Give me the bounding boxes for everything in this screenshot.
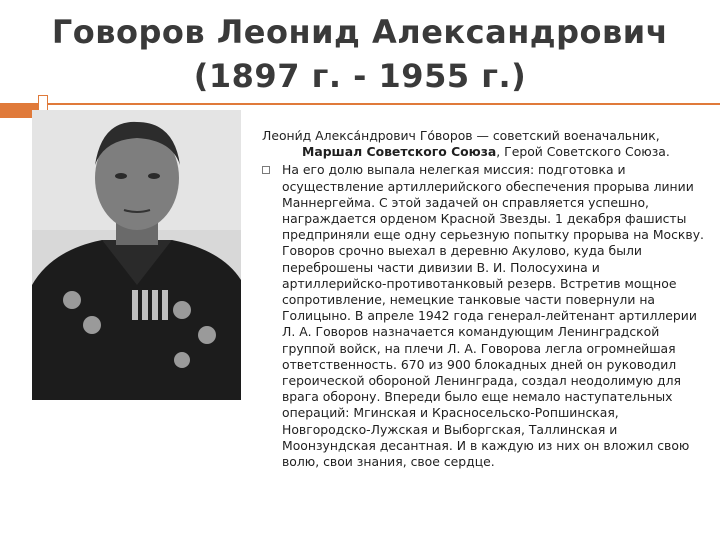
rank-text: Маршал Советского Союза: [302, 144, 497, 160]
portrait-photo: [32, 110, 241, 400]
square-bullet-icon: [262, 166, 270, 174]
intro-continuation: [262, 144, 708, 160]
intro-end: , Герой Советского Союза.: [496, 144, 670, 160]
intro-paragraph: [262, 128, 708, 160]
biography-text: [262, 128, 708, 470]
bullet-item: [262, 162, 708, 470]
title-years: (1897 г. - 1955 г.): [193, 57, 527, 95]
slide-title: [40, 10, 680, 98]
intro-start: Леони́д Алекса́ндрович Го́воров — советский военачальник,: [262, 128, 660, 143]
title-name: Говоров Леонид Александрович: [51, 13, 669, 51]
portrait-image: [32, 110, 241, 400]
accent-divider: [0, 103, 720, 105]
bullet-paragraph: На его долю выпала нелегкая миссия: подготовка и осуществление артиллерийского обеспечения прорыва линии Маннергейма. С этой задачей он справляется успешно, награждается орденом Красной Звезды. 1 декабря фашисты предприняли еще одну серьезную попытку прорыва на Москву. Говоров срочно выехал в деревню Акулово, куда были переброшены части дивизии В. И. Полосухина и артиллерийско-противотанковый резерв. Встретив мощное сопротивление, немецкие танковые части повернули на Голицыно. В апреле 1942 года генерал-лейтенант артиллерии Л. А. Говоров назначается командующим Ленинградской группой войск, на плечи Л. А. Говорова легла огромнейшая ответственность. 670 из 900 блокадных дней он руководил героической обороной Ленинграда, создал неодолимую для врага оборону. Впереди было еще немало наступательных операций: Мгинская и Красносельско-Ропшинская, Новгородско-Лужская и Выборгская, Таллинская и Моонзундская десантная. И в каждую из них он вложил свою волю, свои знания, свое сердце.: [282, 162, 704, 470]
